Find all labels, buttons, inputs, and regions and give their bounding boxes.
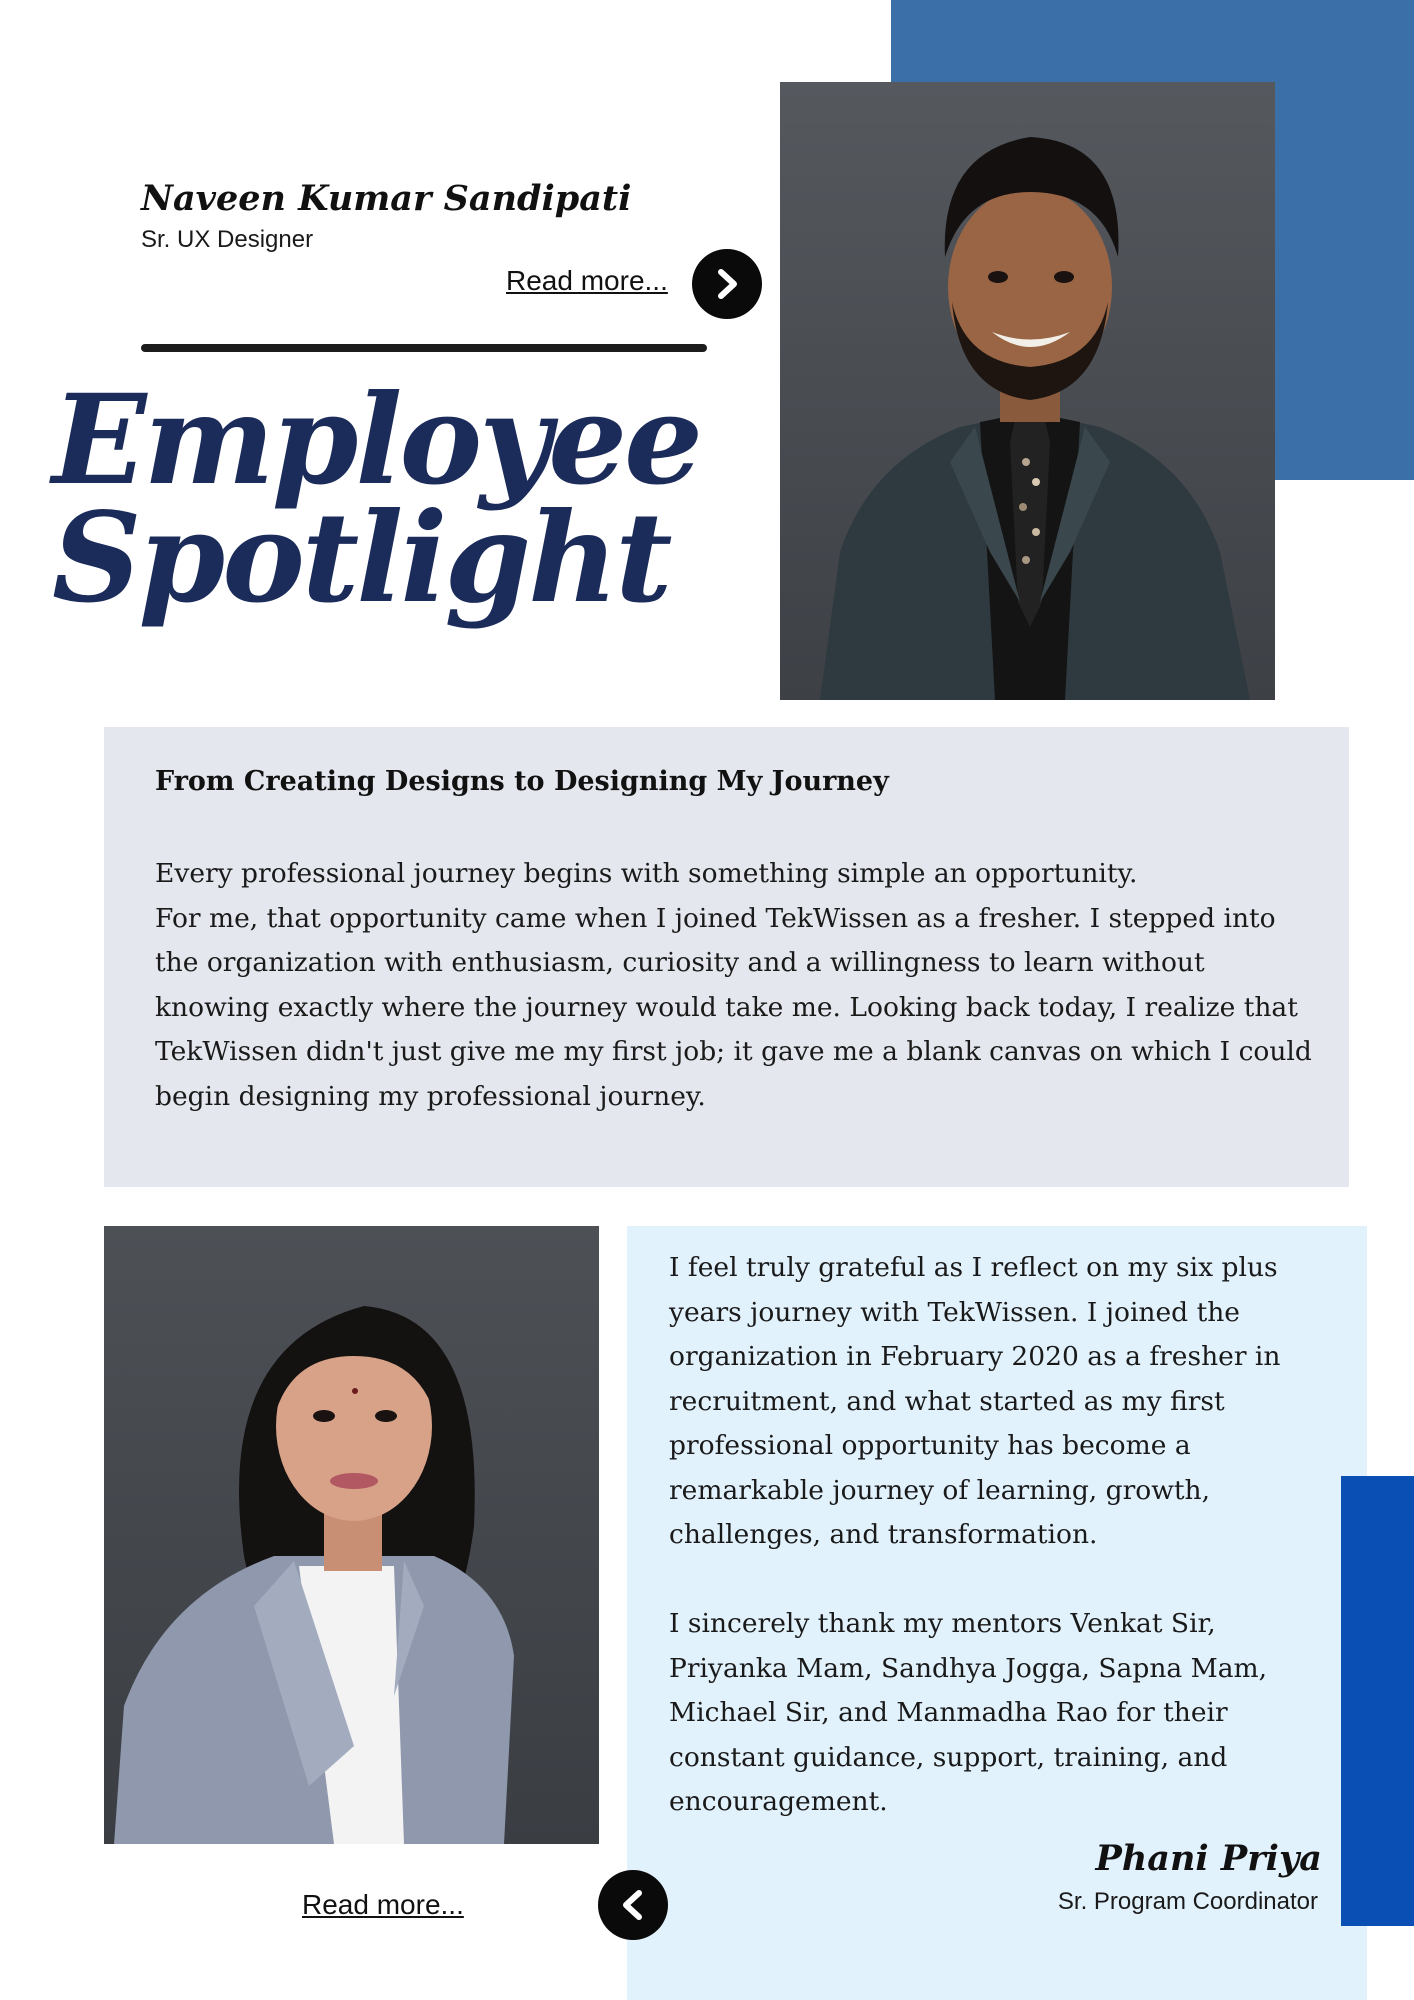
read-more-link[interactable]: Read more... — [506, 265, 668, 296]
employee-name: Naveen Kumar Sandipati — [141, 178, 632, 219]
page-title-line2: Spotlight — [52, 486, 670, 631]
story-heading: From Creating Designs to Designing My Journey — [155, 766, 889, 797]
story-paragraph: Every professional journey begins with something simple an opportunity. — [155, 858, 1138, 889]
page-title-line1: Employee — [52, 368, 701, 513]
employee-photo-naveen — [780, 82, 1275, 700]
employee-name: Phani Priya — [1095, 1838, 1322, 1879]
portrait-man-illustration — [780, 82, 1275, 700]
read-more-link[interactable]: Read more... — [302, 1889, 464, 1920]
employee-photo-phani — [104, 1226, 599, 1844]
previous-button[interactable] — [598, 1870, 668, 1940]
story-body — [155, 852, 1315, 1119]
chevron-right-icon — [710, 267, 744, 301]
portrait-woman-illustration — [104, 1226, 599, 1844]
paragraph-gap — [669, 1558, 1329, 1603]
employee-role: Sr. UX Designer — [141, 226, 314, 253]
next-button[interactable] — [692, 249, 762, 319]
divider-line — [141, 344, 707, 352]
employee-role: Sr. Program Coordinator — [1057, 1888, 1318, 1915]
testimonial-paragraph: I feel truly grateful as I reflect on my six plus years journey with TekWissen. I joined the organization in February 2020 as a fresher in recruitment, and what started as my first professional opportunity has become a remarkable journey of learning, growth, challenges, and transformation. — [669, 1252, 1281, 1550]
blue-accent-bar — [1341, 1476, 1414, 1926]
testimonial-text — [669, 1246, 1329, 1825]
story-paragraph: For me, that opportunity came when I joined TekWissen as a fresher. I stepped into the organization with enthusiasm, curiosity and a willingness to learn without knowing exactly where the journey would take me. Looking back today, I realize that TekWissen didn't just give me my first job; it gave me a blank canvas on which I could begin designing my professional journey. — [155, 902, 1312, 1112]
chevron-left-icon — [616, 1888, 650, 1922]
page-title — [52, 368, 701, 631]
testimonial-paragraph: I sincerely thank my mentors Venkat Sir, Priyanka Mam, Sandhya Jogga, Sapna Mam, Michael Sir, and Manmadha Rao for their constant guidance, support, training, and encouragement. — [669, 1608, 1268, 1817]
